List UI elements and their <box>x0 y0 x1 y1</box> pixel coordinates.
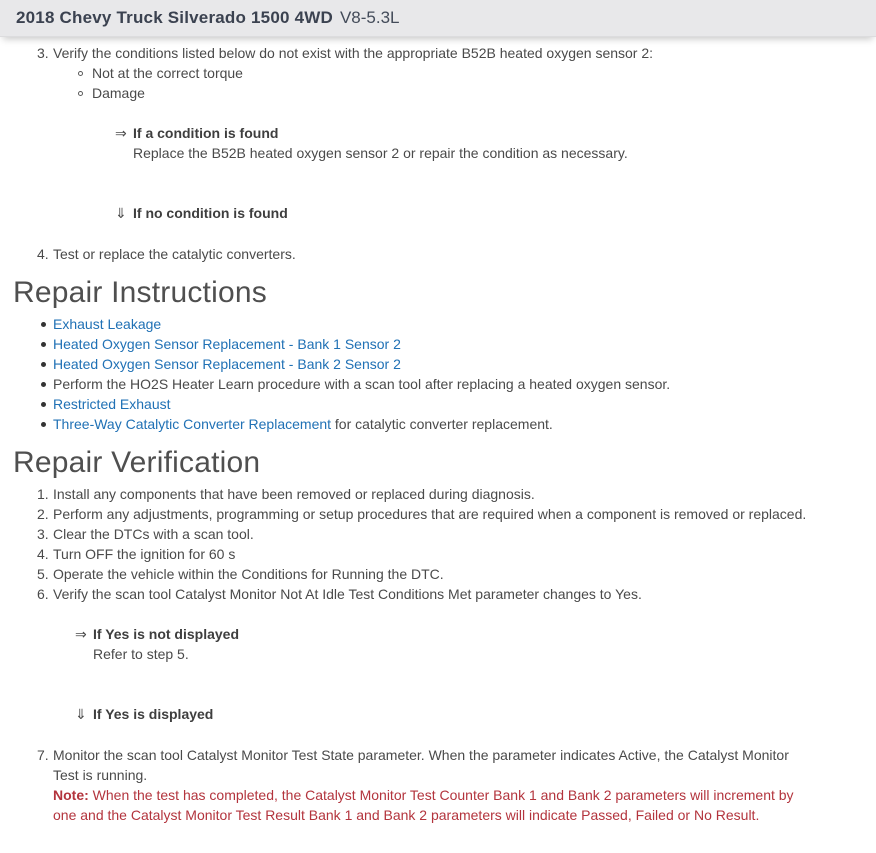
bullet-icon <box>41 422 46 427</box>
repair-instructions-heading: Repair Instructions <box>13 276 267 309</box>
list-item <box>41 414 876 434</box>
double-arrow-right-icon: ⇒ <box>75 626 87 642</box>
if-yes-displayed-label: If Yes is displayed <box>93 706 214 722</box>
bullet-icon <box>41 342 46 347</box>
verification-step-4 <box>37 544 876 564</box>
twc-replacement-link[interactable]: Three-Way Catalytic Converter Replacement <box>53 416 332 432</box>
condition-text: Damage <box>92 85 145 101</box>
list-item <box>41 374 876 394</box>
repair-verification-list <box>0 484 876 604</box>
if-condition-found-body: Replace the B52B heated oxygen sensor 2 or repair the condition as necessary. <box>133 145 628 161</box>
verification-step-5 <box>37 564 876 584</box>
diagnosis-step-3 <box>37 43 876 63</box>
document-body <box>0 43 876 831</box>
verification-step-7 <box>37 745 876 825</box>
step-number: 3. <box>37 45 49 61</box>
if-condition-found-label: If a condition is found <box>133 125 279 141</box>
vehicle-title: 2018 Chevy Truck Silverado 1500 4WD <box>16 8 333 27</box>
bullet-icon <box>41 322 46 327</box>
step-number: 5. <box>37 566 49 582</box>
ho2s-replacement-bank1-link[interactable]: Heated Oxygen Sensor Replacement - Bank 1 Sensor 2 <box>53 336 401 352</box>
step-7-content <box>53 745 808 825</box>
list-item <box>41 334 876 354</box>
step-number: 4. <box>37 246 49 262</box>
bullet-icon <box>41 402 46 407</box>
condition-list <box>72 63 876 103</box>
step-text: Install any components that have been removed or replaced during diagnosis. <box>53 486 535 502</box>
note-block <box>53 787 794 823</box>
instruction-text: Perform the HO2S Heater Learn procedure with a scan tool after replacing a heated oxygen sensor. <box>53 376 671 392</box>
if-yes-displayed <box>75 704 876 724</box>
ho2s-replacement-bank2-link[interactable]: Heated Oxygen Sensor Replacement - Bank 2 Sensor 2 <box>53 356 401 372</box>
double-arrow-down-icon: ⇓ <box>115 205 127 221</box>
step-number: 6. <box>37 586 49 602</box>
diagnosis-step-4 <box>37 244 876 264</box>
repair-instructions-list <box>0 314 876 434</box>
verification-step-3 <box>37 524 876 544</box>
hollow-bullet-icon <box>78 71 83 76</box>
if-no-condition-found <box>115 203 876 223</box>
if-condition-found <box>115 123 876 143</box>
step-text: Operate the vehicle within the Conditions for Running the DTC. <box>53 566 444 582</box>
step-number: 7. <box>37 747 49 763</box>
step-text: Turn OFF the ignition for 60 s <box>53 546 236 562</box>
double-arrow-right-icon: ⇒ <box>115 125 127 141</box>
list-item <box>41 354 876 374</box>
double-arrow-down-icon: ⇓ <box>75 706 87 722</box>
verification-step-1 <box>37 484 876 504</box>
step-number: 1. <box>37 486 49 502</box>
note-label: Note: <box>53 787 89 803</box>
step-number: 3. <box>37 526 49 542</box>
list-item <box>41 314 876 334</box>
condition-item <box>72 63 876 83</box>
note-text: When the test has completed, the Catalyst Monitor Test Counter Bank 1 and Bank 2 parameters will increment by one and the Catalyst Monitor Test Result Bank 1 and Bank 2 parameters will indicate Passed, Failed or No Result. <box>53 787 794 823</box>
step-text: Test or replace the catalytic converters. <box>53 246 296 262</box>
restricted-exhaust-link[interactable]: Restricted Exhaust <box>53 396 171 412</box>
condition-text: Not at the correct torque <box>92 65 243 81</box>
verification-step-6 <box>37 584 876 604</box>
condition-item <box>72 83 876 103</box>
if-yes-not-displayed-body: Refer to step 5. <box>93 646 189 662</box>
hollow-bullet-icon <box>78 91 83 96</box>
step-number: 2. <box>37 506 49 522</box>
step-text: Clear the DTCs with a scan tool. <box>53 526 254 542</box>
if-no-condition-found-label: If no condition is found <box>133 205 288 221</box>
step-text: Perform any adjustments, programming or setup procedures that are required when a component is removed or replaced. <box>53 506 807 522</box>
app-header <box>0 0 876 37</box>
engine-subtitle: V8-5.3L <box>339 8 400 27</box>
verification-step-2 <box>37 504 876 524</box>
bullet-icon <box>41 382 46 387</box>
list-item <box>41 394 876 414</box>
exhaust-leakage-link[interactable]: Exhaust Leakage <box>53 316 162 332</box>
if-yes-not-displayed-label: If Yes is not displayed <box>93 626 240 642</box>
step-number: 4. <box>37 546 49 562</box>
if-yes-not-displayed <box>75 624 876 644</box>
step-text: Monitor the scan tool Catalyst Monitor Test State parameter. When the parameter indicates Active, the Catalyst Monitor Test is running. <box>53 747 789 783</box>
step-text: Verify the scan tool Catalyst Monitor Not At Idle Test Conditions Met parameter changes to Yes. <box>53 586 642 602</box>
bullet-icon <box>41 362 46 367</box>
repair-verification-heading: Repair Verification <box>13 446 261 479</box>
instruction-suffix: for catalytic converter replacement. <box>331 416 553 432</box>
step-text: Verify the conditions listed below do not exist with the appropriate B52B heated oxygen sensor 2: <box>53 45 654 61</box>
